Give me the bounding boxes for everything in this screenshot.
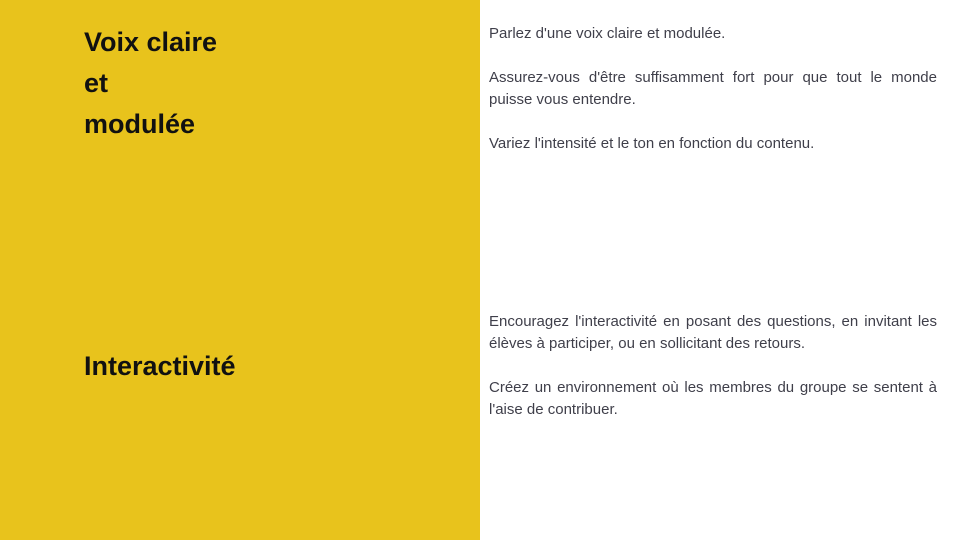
section-heading-interactivite	[84, 346, 236, 387]
heading-line: et	[84, 68, 109, 98]
section-heading-voix-claire	[84, 22, 217, 145]
section-body-interactivite	[489, 311, 937, 421]
body-paragraph: Assurez-vous d'être suffisamment fort pour que tout le monde puisse vous entendre.	[489, 69, 937, 108]
body-paragraph: Variez l'intensité et le ton en fonction du contenu.	[489, 135, 815, 152]
heading-line: modulée	[84, 109, 196, 139]
section-body-voix-claire	[489, 23, 937, 155]
body-paragraph: Parlez d'une voix claire et modulée.	[489, 25, 726, 42]
heading-line: Interactivité	[84, 351, 236, 381]
body-paragraph: Encouragez l'interactivité en posant des questions, en invitant les élèves à participer, ou en sollicitant des retours.	[489, 313, 937, 352]
heading-line: Voix claire	[84, 27, 218, 57]
body-paragraph: Créez un environnement où les membres du groupe se sentent à l'aise de contribuer.	[489, 379, 937, 418]
